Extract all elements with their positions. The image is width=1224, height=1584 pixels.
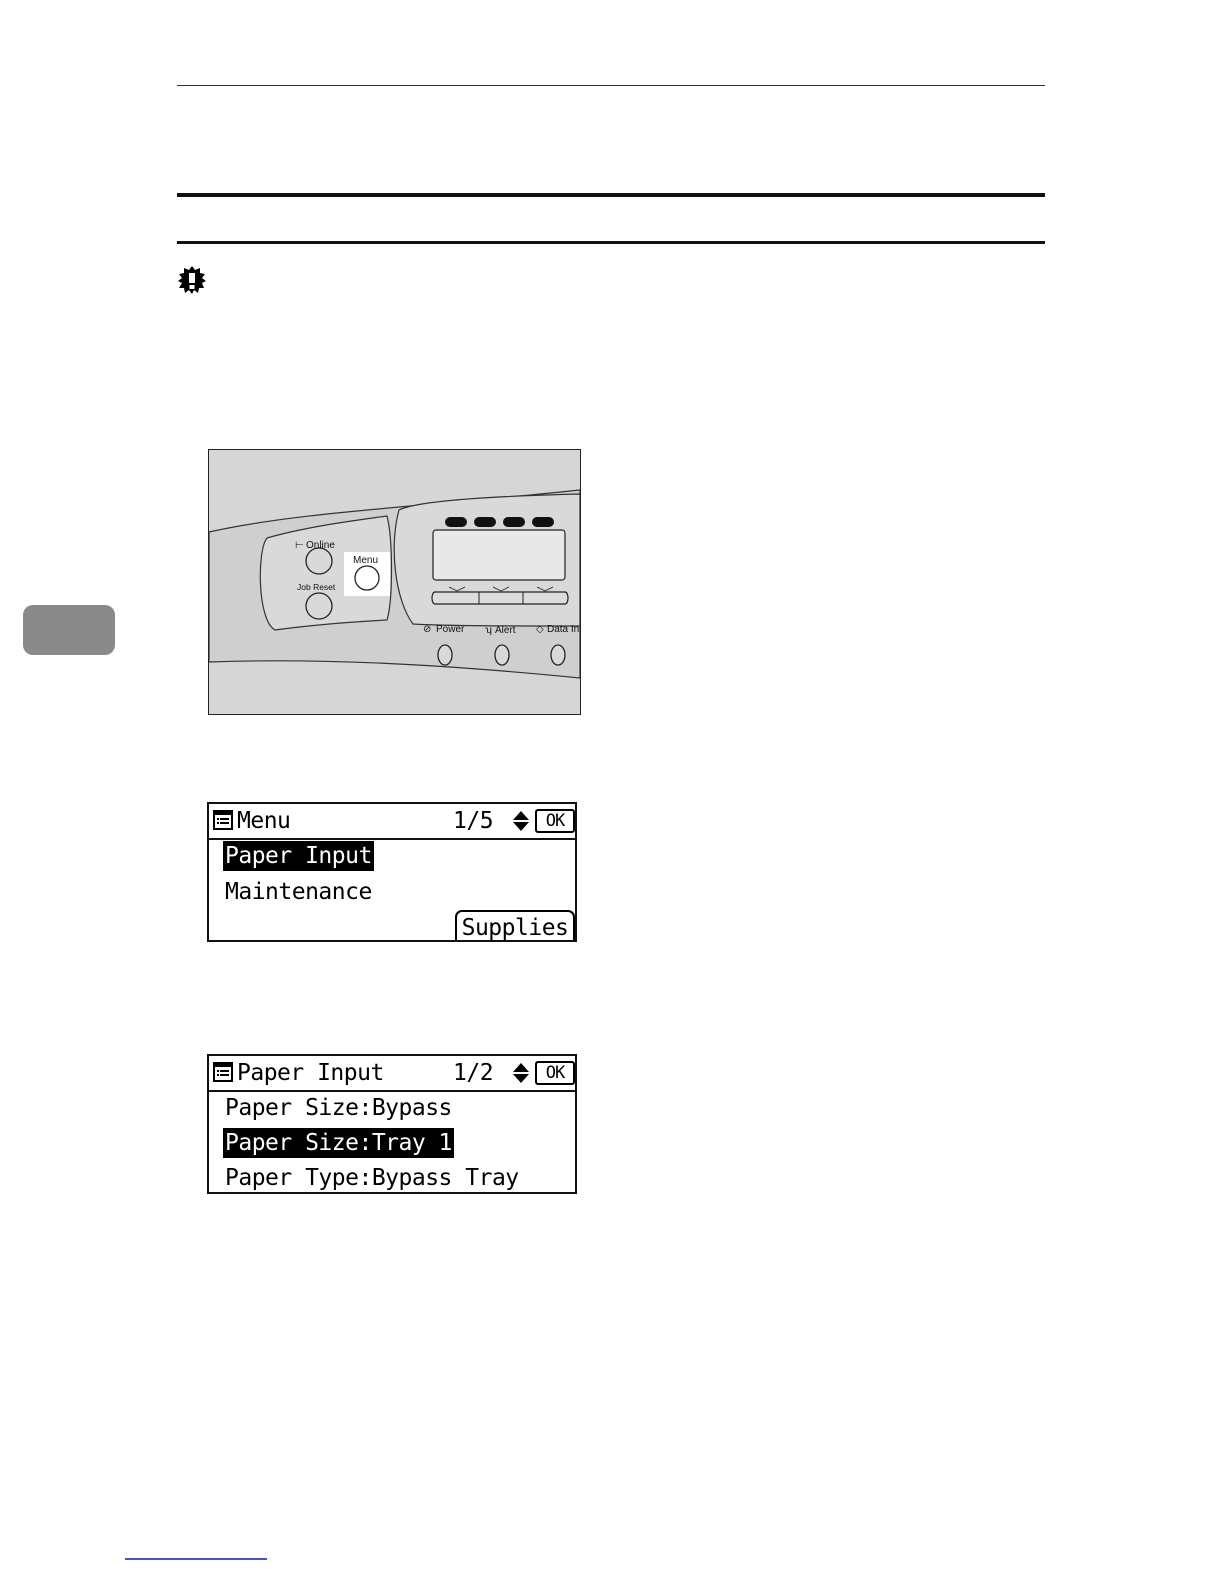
footer-line xyxy=(125,1558,267,1560)
supplies-softkey[interactable]: Supplies xyxy=(455,910,575,942)
lcd-paper-input-screen xyxy=(207,1054,577,1194)
indicator-2 xyxy=(474,517,496,527)
svg-text:◇: ◇ xyxy=(536,624,544,635)
menu-list-icon xyxy=(213,810,233,830)
lcd-menu-page-indicator: 1/5 xyxy=(453,808,494,834)
lcd-paper-input-title: Paper Input xyxy=(237,1060,384,1086)
data-in-label: Data In xyxy=(547,624,580,635)
section-rule-bottom xyxy=(177,241,1045,244)
job-reset-button xyxy=(306,593,332,619)
svg-text:⊢: ⊢ xyxy=(295,540,304,551)
control-panel-drawing xyxy=(209,450,580,714)
lcd-menu-item-paper-input[interactable]: Paper Input xyxy=(225,843,372,869)
alert-label: Alert xyxy=(495,625,516,636)
important-icon xyxy=(177,265,207,295)
power-lamp xyxy=(438,645,452,665)
up-down-arrow-icon xyxy=(511,1062,531,1084)
lcd-paper-input-header xyxy=(209,1056,575,1092)
online-label: Online xyxy=(306,540,335,551)
indicator-4 xyxy=(532,517,554,527)
lcd-item-paper-type-bypass-tray[interactable]: Paper Type:Bypass Tray xyxy=(225,1165,519,1191)
indicator-1 xyxy=(445,517,467,527)
data-in-lamp xyxy=(551,645,565,665)
lcd-item-paper-size-tray-1[interactable]: Paper Size:Tray 1 xyxy=(225,1130,452,1156)
lcd-menu-screen xyxy=(207,802,577,942)
menu-button xyxy=(355,566,379,590)
lcd-item-paper-size-bypass[interactable]: Paper Size:Bypass xyxy=(225,1095,452,1121)
menu-list-icon xyxy=(213,1062,233,1082)
lcd-menu-title: Menu xyxy=(237,808,291,834)
control-panel-illustration xyxy=(208,449,581,715)
online-button xyxy=(306,548,332,574)
indicator-3 xyxy=(503,517,525,527)
chapter-tab xyxy=(23,605,115,655)
job-reset-label: Job Reset xyxy=(297,582,336,592)
up-down-arrow-icon xyxy=(511,810,531,832)
menu-label: Menu xyxy=(353,555,379,566)
svg-text:ʮ: ʮ xyxy=(485,625,492,636)
header-rule xyxy=(177,85,1045,86)
ok-key-icon: OK xyxy=(535,809,575,833)
lcd-menu-item-maintenance[interactable]: Maintenance xyxy=(225,879,372,905)
alert-lamp xyxy=(495,645,509,665)
power-label: Power xyxy=(436,624,465,635)
section-rule-top xyxy=(177,193,1045,197)
svg-text:⊘: ⊘ xyxy=(423,624,432,635)
lcd-menu-header xyxy=(209,804,575,840)
lcd-paper-input-page-indicator: 1/2 xyxy=(453,1060,494,1086)
ok-key-icon: OK xyxy=(535,1061,575,1085)
